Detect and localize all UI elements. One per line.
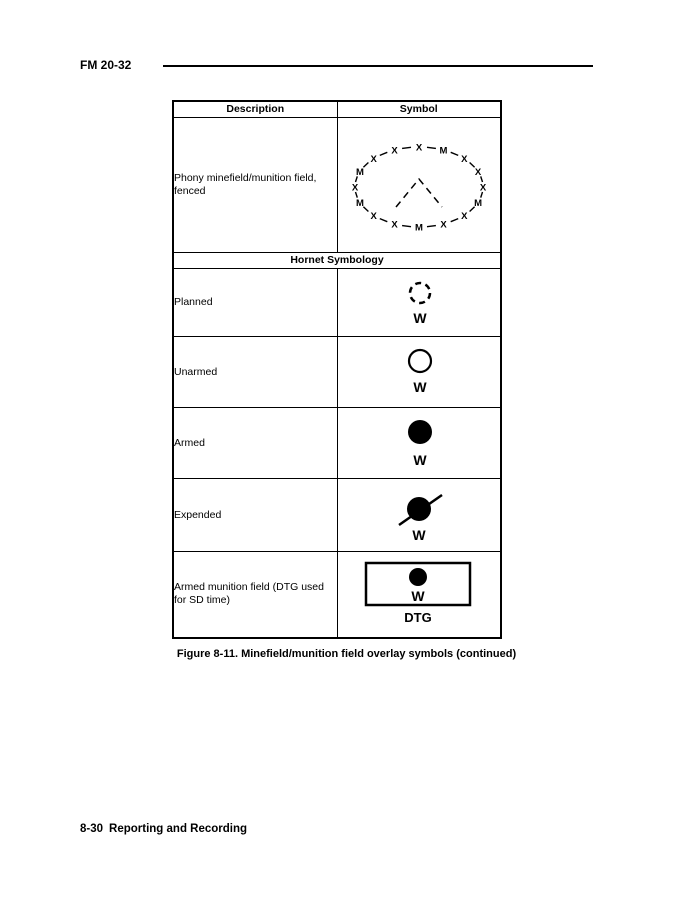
fence-dash [402,226,411,227]
hornet-w-label: W [413,452,427,468]
row-description: Expended [173,479,337,552]
fence-dash [450,152,458,155]
table-row [173,408,501,479]
header-rule [163,65,593,67]
symbol-table [172,100,502,639]
hornet-w-label: W [412,527,426,543]
fence-mark: X [391,219,398,231]
fence-mark: X [460,210,468,222]
table-row [173,479,501,552]
section-header-hornet: Hornet Symbology [173,253,501,269]
fence-mark: M [414,222,423,234]
hornet-unarmed-icon [389,346,449,398]
fence-mark: X [474,167,482,179]
phony-dashed-chevron [396,179,442,207]
hornet-armed-icon [389,417,449,469]
table-row [173,552,501,638]
phony-fenced-minefield-icon [344,135,494,235]
row-symbol [337,118,501,253]
row-description: Planned [173,269,337,337]
document-code: FM 20-32 [80,58,132,72]
row-description: Unarmed [173,337,337,408]
fence-mark: M [355,197,364,209]
fence-mark: X [440,219,447,231]
fence-dash [363,207,368,212]
fence-mark: M [473,197,482,209]
fence-dash [380,219,388,222]
hornet-w-label: W [413,309,427,326]
section-title: Reporting and Recording [109,823,248,835]
hornet-w-label: W [411,588,425,605]
hornet-planned-icon [389,278,449,328]
fence-mark: X [479,182,486,194]
fence-mark: X [460,154,468,166]
row-symbol [337,337,501,408]
fence-mark: X [415,142,422,154]
table-row [173,337,501,408]
fence-mark: M [439,145,448,157]
armed-munition-field-icon [364,561,474,627]
page-number: 8-30 [80,823,104,835]
dtg-label: DTG [404,610,432,626]
row-symbol [337,479,501,552]
row-description: Phony minefield/munition field, fenced [173,118,337,253]
table-row [173,118,501,253]
fence-dash [469,163,474,168]
fence-dash [427,147,436,148]
row-description: Armed munition field (DTG used for SD time) [173,552,337,638]
page-footer [80,823,253,835]
fence-mark: X [370,210,377,222]
fence-mark: M [355,167,364,179]
fence-mark: X [370,154,377,166]
row-symbol [337,408,501,479]
column-header-symbol: Symbol [337,101,501,118]
row-description: Armed [173,408,337,479]
row-symbol [337,269,501,337]
fence-dash [402,147,411,148]
figure-caption: Figure 8-11. Minefield/munition field overlay symbols (continued) [176,648,517,660]
fence-mark: X [391,145,398,157]
table-row [173,269,501,337]
row-symbol [337,552,501,638]
fence-dash [380,152,388,155]
fence-mark: X [351,182,358,194]
fence-dash [427,226,436,227]
column-header-description: Description [173,101,337,118]
hornet-expended-icon [384,487,454,543]
hornet-w-label: W [413,379,427,395]
fence-dash [450,219,458,222]
fence-dash [363,163,368,168]
